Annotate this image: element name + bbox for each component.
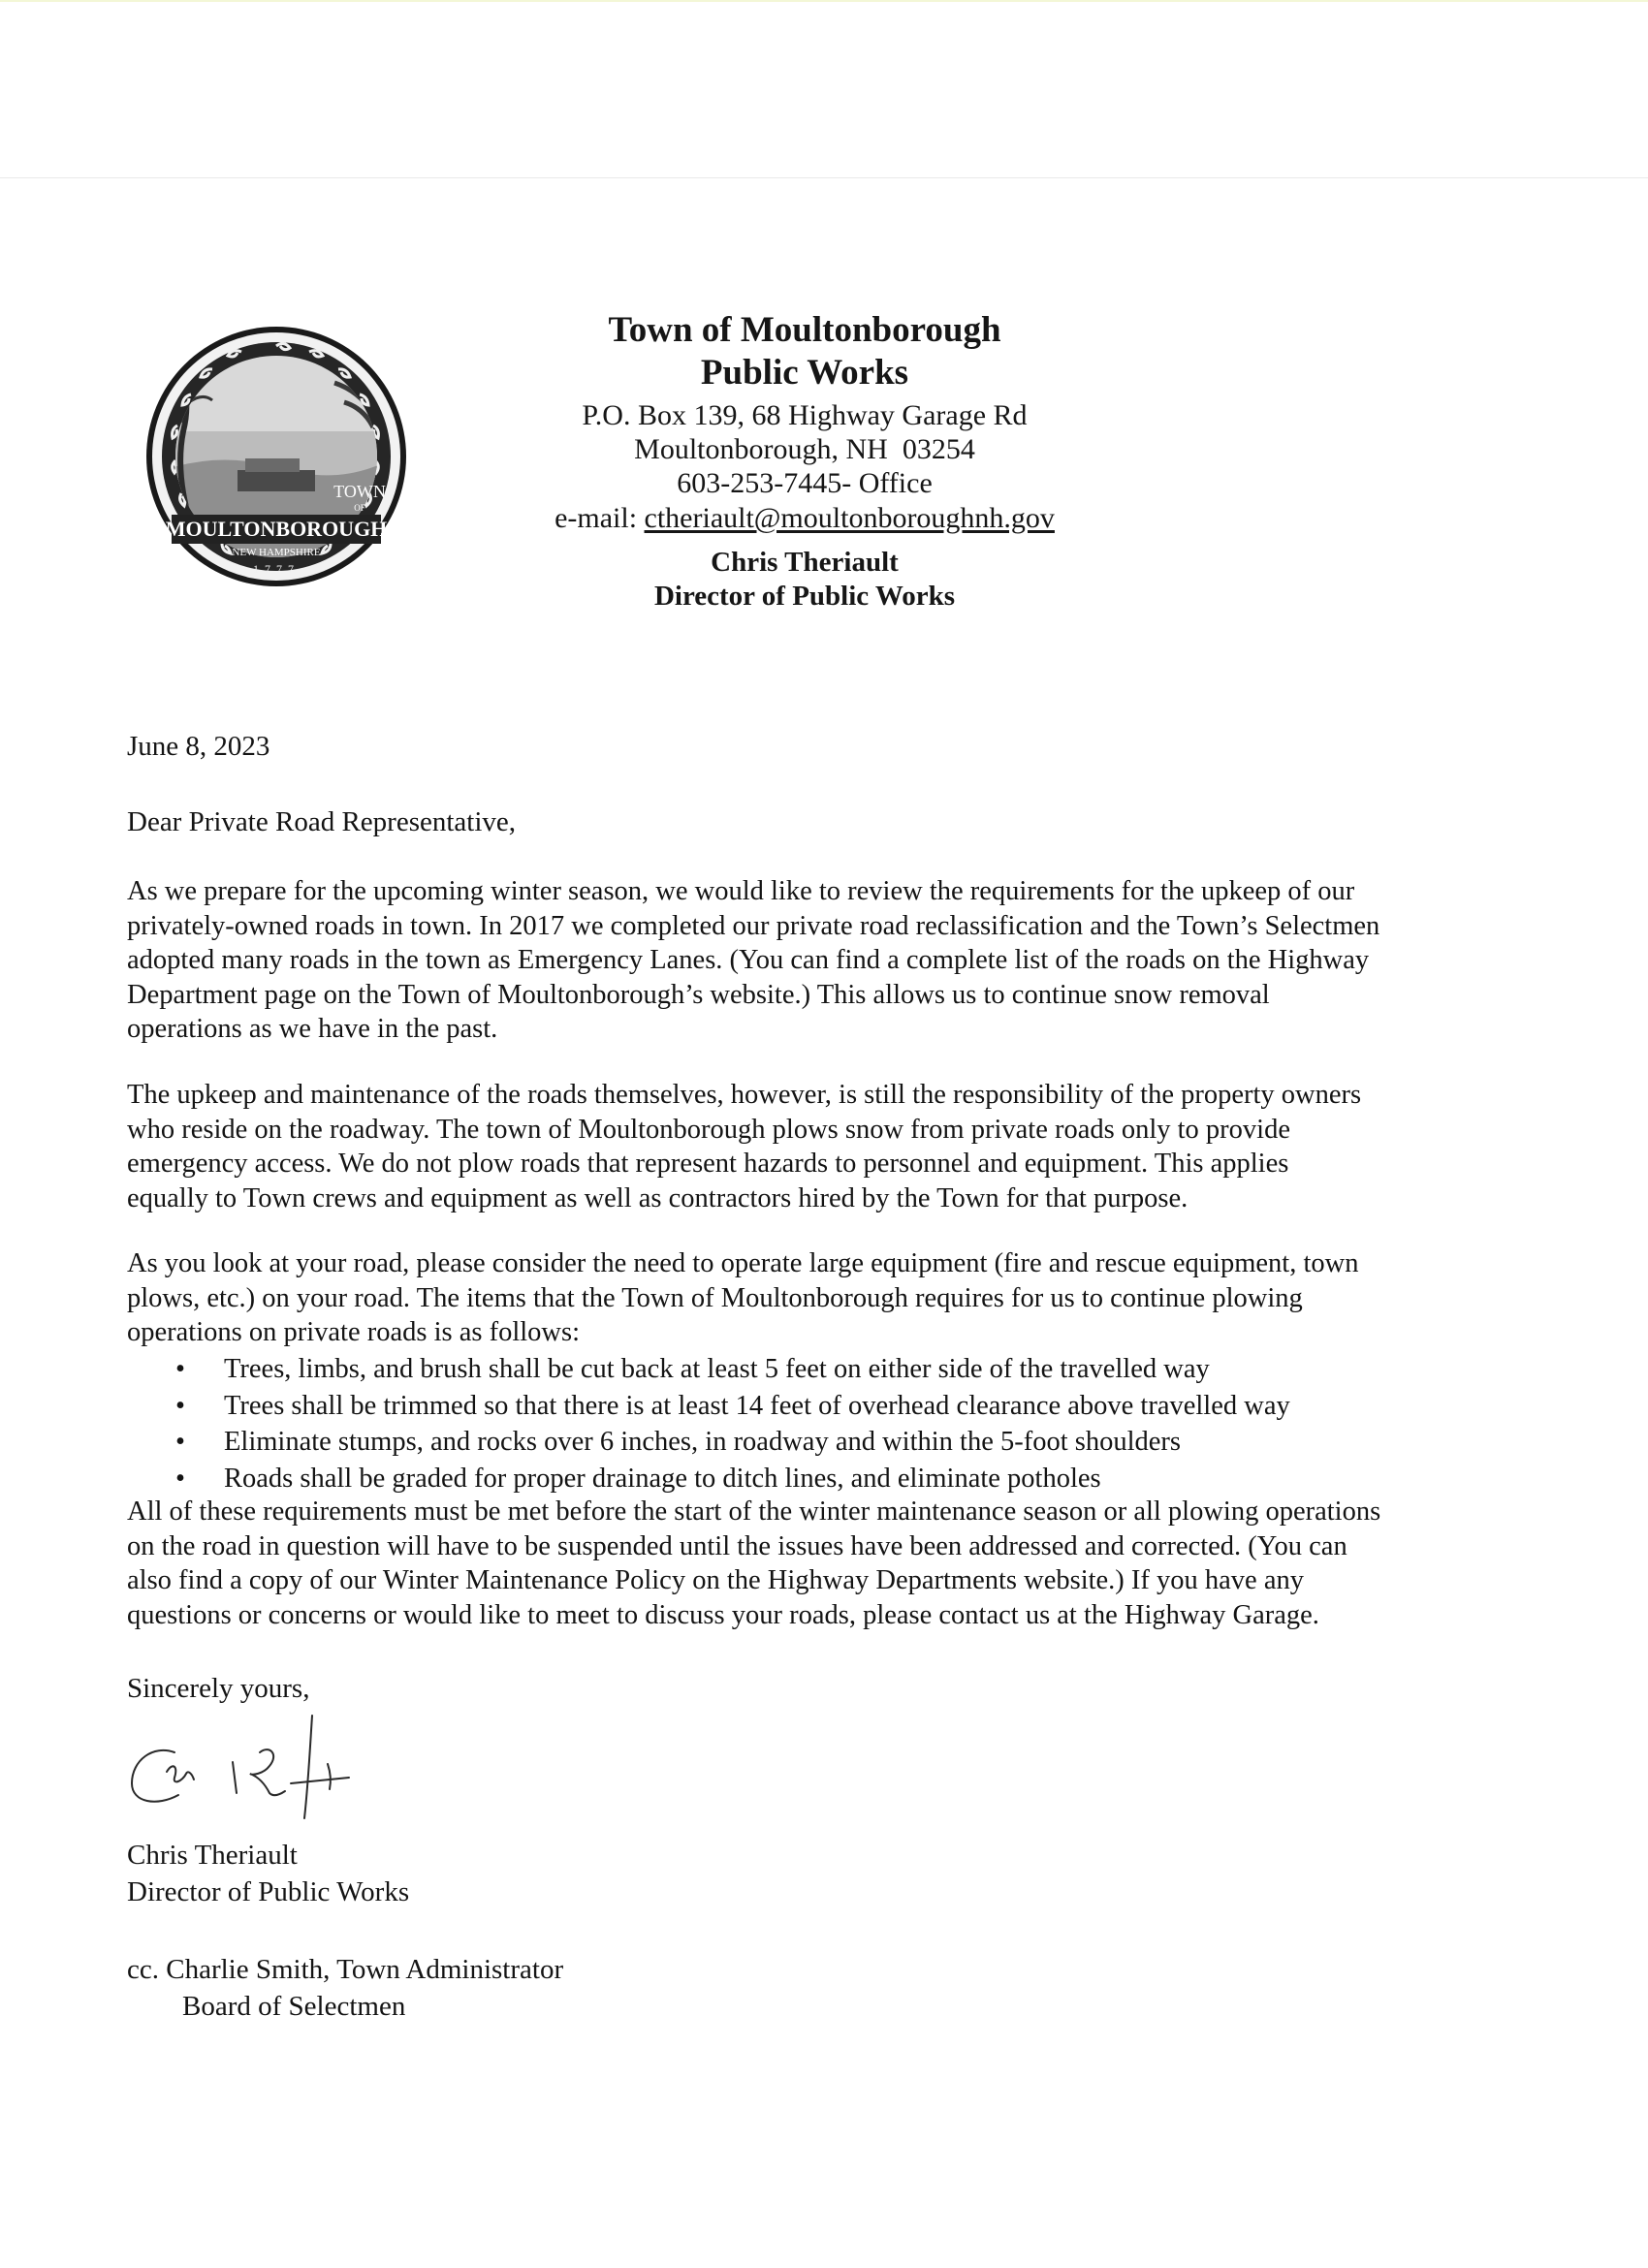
list-item-text: Roads shall be graded for proper drainage to ditch lines, and eliminate potholes bbox=[224, 1463, 1101, 1494]
paragraph-line: All of these requirements must be met before the start of the winter maintenance season or all plowing operations bbox=[127, 1496, 1381, 1527]
phone-line: 603-253-7445- Office bbox=[677, 467, 933, 499]
cc-line-2: Board of Selectmen bbox=[182, 1991, 406, 2022]
handwritten-signature bbox=[124, 1706, 357, 1822]
email-label: e-mail: bbox=[555, 502, 645, 534]
list-item-text: Trees, limbs, and brush shall be cut back at least 5 feet on either side of the travelled way bbox=[224, 1354, 1210, 1384]
paragraph-line: privately-owned roads in town. In 2017 we completed our private road reclassification and the Town’s Selectmen bbox=[127, 910, 1380, 941]
paragraph-2 bbox=[127, 1078, 1484, 1215]
letterhead bbox=[465, 312, 1144, 611]
seal-of-label: OF bbox=[354, 503, 365, 513]
paragraph-line: who reside on the roadway. The town of Moultonborough plows snow from private roads only to provide bbox=[127, 1114, 1290, 1145]
city-line: Moultonborough, NH 03254 bbox=[634, 433, 975, 465]
closing: Sincerely yours, bbox=[127, 1673, 310, 1704]
seal-town-label: TOWN bbox=[333, 482, 386, 501]
paragraph-3 bbox=[127, 1246, 1484, 1350]
list-item bbox=[127, 1351, 1484, 1388]
letter-date: June 8, 2023 bbox=[127, 731, 270, 762]
paragraph-line: equally to Town crews and equipment as well as contractors hired by the Town for that purpose. bbox=[127, 1182, 1188, 1213]
list-item bbox=[127, 1461, 1484, 1497]
paragraph-line: emergency access. We do not plow roads that represent hazards to personnel and equipment. This applies bbox=[127, 1149, 1289, 1179]
seal-state-label: NEW HAMPSHIRE bbox=[232, 547, 321, 558]
paragraph-line: also find a copy of our Winter Maintenance Policy on the Highway Departments website.) If you have any bbox=[127, 1565, 1304, 1595]
cc-line: cc. Charlie Smith, Town Administrator bbox=[127, 1954, 564, 1985]
director-title: Director of Public Works bbox=[653, 581, 956, 612]
seal-town-name: MOULTONBOROUGH bbox=[165, 517, 388, 541]
paragraph-4 bbox=[127, 1495, 1484, 1632]
bullet-icon: • bbox=[175, 1463, 185, 1494]
paragraph-line: operations on private roads is as follows: bbox=[127, 1317, 580, 1347]
requirements-list bbox=[127, 1351, 1484, 1496]
signer-name: Chris Theriault bbox=[127, 1840, 298, 1871]
paragraph-line: questions or concerns or would like to meet to discuss your roads, please contact us at the Highway Garage. bbox=[127, 1599, 1319, 1630]
list-item bbox=[127, 1424, 1484, 1461]
town-seal-logo bbox=[144, 325, 408, 588]
paragraph-line: on the road in question will have to be suspended until the issues have been addressed and corrected. (You can bbox=[127, 1530, 1347, 1561]
paragraph-line: As we prepare for the upcoming winter season, we would like to review the requirements for the upkeep of our bbox=[127, 876, 1355, 906]
bullet-icon: • bbox=[175, 1390, 185, 1421]
address-line: P.O. Box 139, 68 Highway Garage Rd bbox=[582, 399, 1028, 431]
list-item bbox=[127, 1388, 1484, 1425]
paragraph-line: Department page on the Town of Moultonborough’s website.) This allows us to continue snow removal bbox=[127, 979, 1270, 1010]
bullet-icon: • bbox=[175, 1427, 185, 1457]
seal-year-label: 1777 bbox=[253, 562, 300, 576]
signer-title: Director of Public Works bbox=[127, 1876, 410, 1907]
salutation: Dear Private Road Representative, bbox=[127, 806, 517, 837]
scan-edge-top bbox=[0, 0, 1648, 2]
paragraph-line: adopted many roads in the town as Emergency Lanes. (You can find a complete list of the roads on the Highway bbox=[127, 945, 1370, 975]
list-item-text: Trees shall be trimmed so that there is at least 14 feet of overhead clearance above travelled way bbox=[224, 1390, 1290, 1421]
dept-name: Public Works bbox=[700, 353, 909, 393]
scan-edge-line bbox=[0, 177, 1648, 178]
list-item-text: Eliminate stumps, and rocks over 6 inches, in roadway and within the 5-foot shoulders bbox=[224, 1427, 1182, 1457]
paragraph-line: operations as we have in the past. bbox=[127, 1014, 498, 1044]
email-link[interactable]: ctheriault@moultonboroughnh.gov bbox=[644, 502, 1055, 534]
paragraph-line: As you look at your road, please consider the need to operate large equipment (fire and rescue equipment, town bbox=[127, 1248, 1359, 1278]
bullet-icon: • bbox=[175, 1354, 185, 1384]
paragraph-line: The upkeep and maintenance of the roads themselves, however, is still the responsibility of the property owners bbox=[127, 1080, 1362, 1110]
paragraph-line: plows, etc.) on your road. The items that the Town of Moultonborough requires for us to continue plowing bbox=[127, 1282, 1303, 1313]
email-line bbox=[465, 504, 1144, 549]
director-name: Chris Theriault bbox=[711, 547, 899, 578]
paragraph-1 bbox=[127, 874, 1484, 1047]
org-name: Town of Moultonborough bbox=[608, 310, 1001, 350]
